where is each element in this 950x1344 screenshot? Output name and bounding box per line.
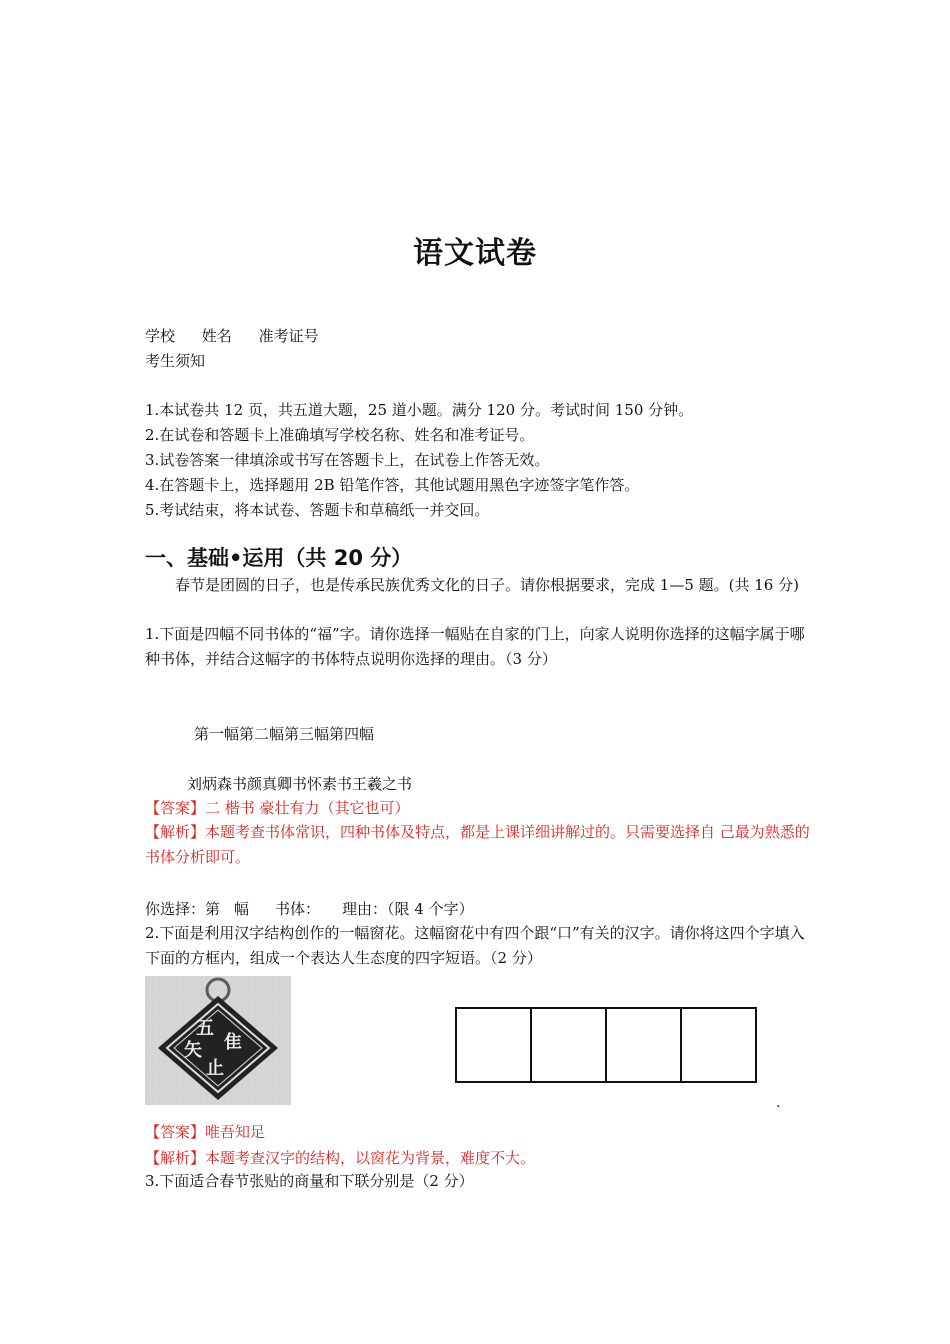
fill-fu: 幅 — [234, 900, 250, 918]
q1-answer — [145, 798, 410, 818]
notice-item-4: 4.在答题卡上，选择题用 2B 铅笔作答，其他试题用黑色字迹签字笔作答。 — [145, 476, 640, 494]
name-field-label: 姓名 — [201, 327, 232, 345]
analysis-label: 【解析】 — [145, 823, 206, 841]
notice-item-1: 1.本试卷共 12 页，共五道大题，25 道小题。满分 120 分。考试时间 150 分钟。 — [145, 401, 694, 419]
question-3-text: 3.下面适合春节张贴的商量和下联分别是（2 分） — [145, 1172, 474, 1190]
papercut-char-4: 止 — [206, 1058, 224, 1079]
section-intro: 春节是团圆的日子，也是传承民族优秀文化的日子。请你根据要求，完成 1—5 题。(共 16 分) — [175, 576, 799, 594]
q1-analysis — [145, 820, 810, 870]
section-heading: 一、基础•运用（共 20 分） — [145, 546, 413, 570]
page-title: 语文试卷 — [413, 236, 537, 271]
school-field-label: 学校 — [145, 327, 176, 345]
answer-box-2[interactable] — [530, 1007, 605, 1083]
calligraphy-author-labels: 刘炳森书颜真卿书怀素书王羲之书 — [187, 775, 413, 793]
analysis-text: 本题考查汉字的结构，以窗花为背景，难度不大。 — [205, 1149, 536, 1167]
notice-item-5: 5.考试结束，将本试卷、答题卡和草稿纸一并交回。 — [145, 501, 490, 519]
notice-item-3: 3.试卷答案一律填涂或书写在答题卡上，在试卷上作答无效。 — [145, 451, 550, 469]
q2-answer — [145, 1122, 265, 1142]
notice-item-2: 2.在试卷和答题卡上准确填写学校名称、姓名和准考证号。 — [145, 426, 535, 444]
papercut-char-1: 五 — [196, 1018, 214, 1039]
analysis-text: 本题考查书体常识，四种书体及特点，都是上课详细讲解过的。只需要选择自 己最为熟悉的书体分析即可。 — [145, 823, 810, 866]
answer-box-3[interactable] — [605, 1007, 680, 1083]
question-1-text: 1.下面是四幅不同书体的“福”字。请你选择一幅贴在自家的门上，向家人说明你选择的这幅字属于哪种书体，并结合这幅字的书体特点说明你选择的理由。（3 分） — [145, 625, 805, 668]
answer-label: 【答案】 — [145, 799, 206, 817]
answer-box-1[interactable] — [455, 1007, 530, 1083]
calligraphy-panel-labels: 第一幅第二幅第三幅第四幅 — [194, 725, 375, 743]
answer-label: 【答案】 — [145, 1123, 206, 1141]
window-papercut-image — [145, 976, 291, 1105]
q1-fill-line — [145, 899, 474, 919]
fill-reason: 理由：（限 4 个字） — [342, 900, 474, 918]
answer-box-grid — [455, 1007, 757, 1081]
fill-prefix: 你选择：第 — [145, 900, 221, 918]
papercut-char-2: 隹 — [224, 1032, 242, 1053]
answer-text: 唯吾知足 — [205, 1123, 266, 1141]
exam-id-field-label: 准考证号 — [258, 327, 319, 345]
q2-analysis — [145, 1148, 535, 1168]
answer-text: 二 楷书 豪壮有力（其它也可） — [205, 799, 410, 817]
header-fields — [145, 326, 341, 346]
analysis-label: 【解析】 — [145, 1149, 206, 1167]
papercut-char-3: 矢 — [184, 1040, 202, 1061]
answer-box-4[interactable] — [680, 1007, 757, 1083]
notice-heading: 考生须知 — [145, 352, 206, 370]
stray-dot: . — [776, 1095, 781, 1111]
fill-style: 书体： — [275, 900, 321, 918]
question-2-text: 2.下面是利用汉字结构创作的一幅窗花。这幅窗花中有四个跟“口”有关的汉字。请你将这四个字填入下面的方框内，组成一个表达人生态度的四字短语。（2 分） — [145, 924, 805, 967]
